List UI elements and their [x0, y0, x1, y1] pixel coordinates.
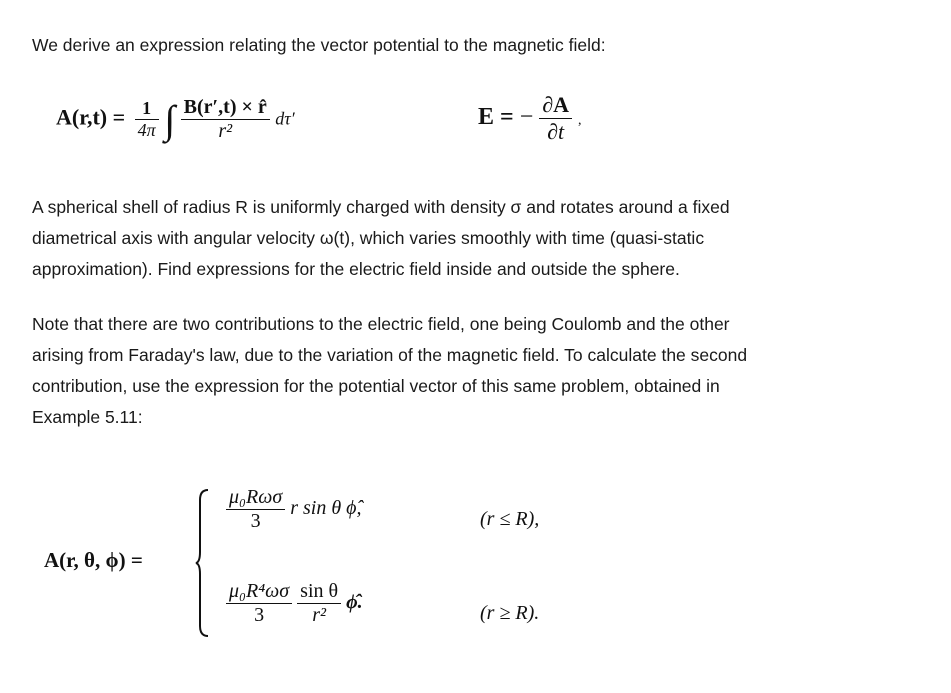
vector-potential-equation — [56, 96, 295, 143]
integral-sign: ∫ — [164, 97, 176, 142]
eq3-lhs: A(r, θ, ϕ) = — [44, 548, 143, 572]
eq1-coef-num: 1 — [142, 98, 152, 118]
problem-line: A spherical shell of radius R is uniformly charged with density σ and rotates around a fixed — [32, 197, 730, 217]
eq1-integrand — [181, 96, 270, 143]
piecewise-lhs — [44, 548, 143, 573]
problem-line: diametrical axis with angular velocity ω(t), which varies smoothly with time (quasi-static — [32, 228, 705, 248]
case1-num: μ₀Rωσ — [229, 486, 283, 508]
case2-fraction — [226, 580, 292, 627]
eq1-integrand-den: r² — [218, 120, 233, 142]
note-line: contribution, use the expression for the potential vector of this same problem, obtained in — [32, 376, 720, 396]
left-brace-icon — [195, 488, 209, 638]
eq2-lhs: E = — [478, 104, 514, 131]
eq1-coefficient — [135, 98, 159, 141]
problem-statement — [32, 192, 730, 285]
note-line: arising from Faraday's law, due to the variation of the magnetic field. To calculate the second — [32, 345, 748, 365]
eq2-punct: , — [578, 113, 582, 129]
note-line: Example 5.11: — [32, 407, 143, 427]
case-outside — [226, 580, 363, 627]
problem-line: approximation). Find expressions for the electric field inside and outside the sphere. — [32, 259, 680, 279]
case1-rest: r sin θ ϕ̂, — [290, 497, 362, 520]
eq1-lhs: A(r,t) = — [56, 104, 126, 130]
case2-den: 3 — [254, 604, 265, 626]
case2-num: μ₀R⁴ωσ — [229, 580, 290, 602]
electric-field-equation — [478, 92, 582, 145]
note-paragraph — [32, 309, 747, 433]
case-inside — [226, 486, 362, 533]
eq2-num: ∂A — [542, 92, 569, 117]
intro-line: We derive an expression relating the vector potential to the magnetic field: — [32, 35, 606, 55]
eq1-coef-den: 4π — [137, 120, 156, 140]
case2-fraction-2 — [297, 580, 341, 627]
case1-condition: (r ≤ R), — [480, 508, 540, 530]
intro-text — [32, 30, 606, 61]
eq2-fraction — [539, 92, 572, 145]
case2-num2: sin θ — [300, 580, 339, 602]
eq2-sign: − — [519, 104, 534, 131]
case2-rest: ϕ̂. — [346, 591, 363, 614]
eq2-den: ∂t — [547, 119, 565, 144]
case1-fraction — [226, 486, 285, 533]
eq1-integrand-num: B(r′,t) × r̂ — [183, 96, 267, 118]
eq1-differential: dτ′ — [275, 108, 295, 129]
note-line: Note that there are two contributions to the electric field, one being Coulomb and the other — [32, 314, 730, 334]
case1-den: 3 — [250, 510, 261, 532]
case2-condition: (r ≥ R). — [480, 602, 540, 624]
case2-den2: r² — [312, 604, 326, 626]
